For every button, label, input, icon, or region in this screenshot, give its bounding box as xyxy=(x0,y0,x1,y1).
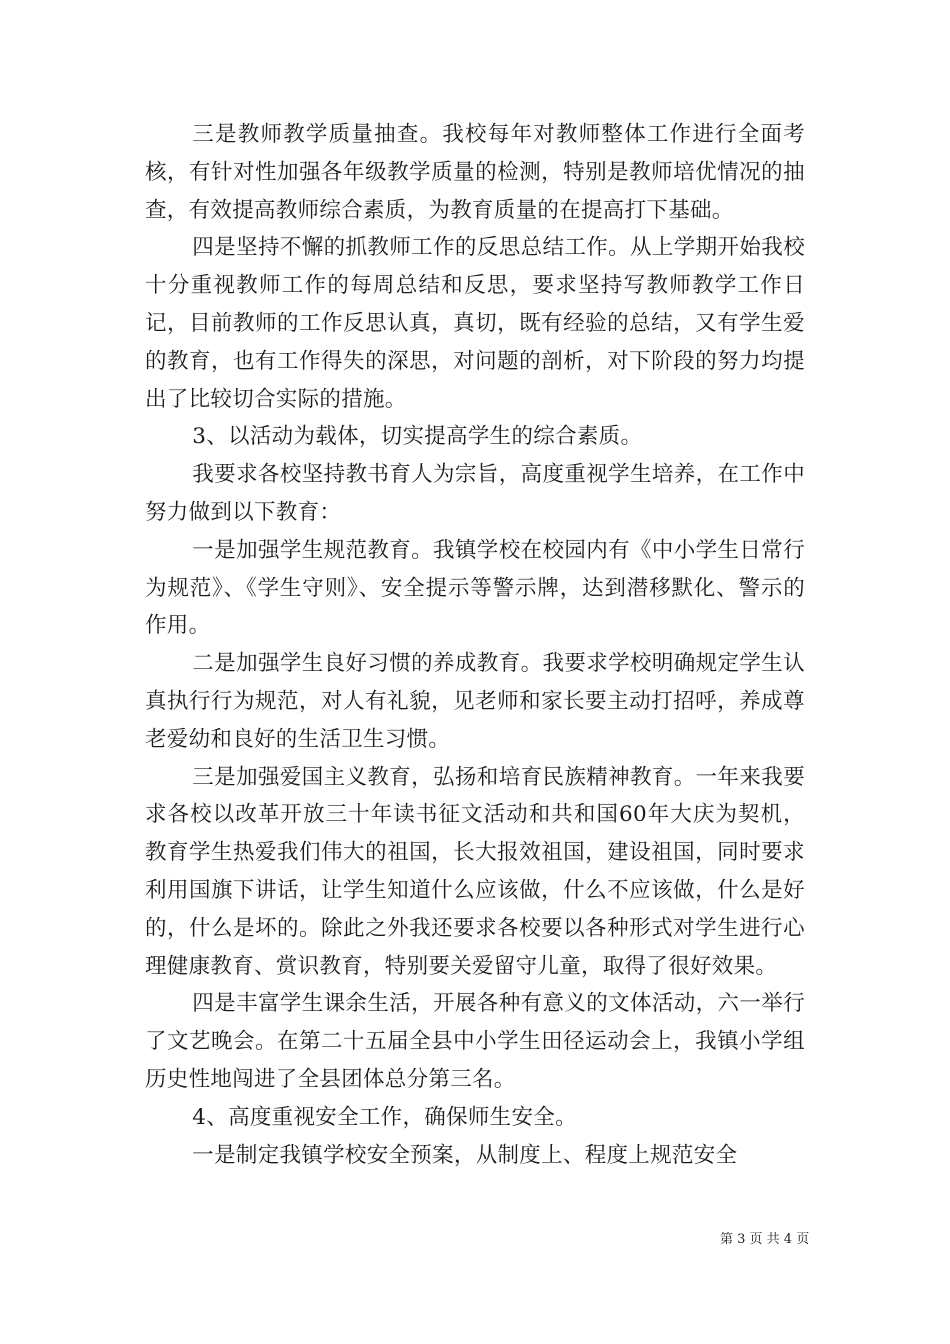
paragraph-teacher-reflection: 四是坚持不懈的抓教师工作的反思总结工作。从上学期开始我校十分重视教师工作的每周总结和反思，要求坚持写教师教学工作日记，目前教师的工作反思认真，真切，既有经验的总结，又有学生爱的教育，也有工作得失的深思，对问题的剖析，对下阶段的努力均提出了比较切合实际的措施。 xyxy=(145,235,805,412)
section-heading-safety: 4、高度重视安全工作，确保师生安全。 xyxy=(192,1104,577,1130)
paragraph-habits-education: 二是加强学生良好习惯的养成教育。我要求学校明确规定学生认真执行行为规范，对人有礼貌，见老师和家长要主动打招呼，养成尊老爱幼和良好的生活卫生习惯。 xyxy=(145,651,805,752)
paragraph-norms-education: 一是加强学生规范教育。我镇学校在校园内有《中小学生日常行为规范》、《学生守则》、安全提示等警示牌，达到潜移默化、警示的作用。 xyxy=(145,537,805,639)
document-body xyxy=(145,116,805,1174)
paragraph-patriotic-education: 三是加强爱国主义教育，弘扬和培育民族精神教育。一年来我要求各校以改革开放三十年读书征文活动和共和国60年大庆为契机，教育学生热爱我们伟大的祖国，长大报效祖国，建设祖国，同时要求利用国旗下讲话，让学生知道什么应该做，什么不应该做，什么是好的，什么是坏的。除此之外我还要求各校要以各种形式对学生进行心理健康教育、赏识教育，特别要关爱留守儿童，取得了很好效果。 xyxy=(145,764,805,979)
section-heading-activities: 3、以活动为载体，切实提高学生的综合素质。 xyxy=(192,424,643,450)
paragraph-teacher-quality-check: 三是教师教学质量抽查。我校每年对教师整体工作进行全面考核，有针对性加强各年级教学质量的检测，特别是教师培优情况的抽查，有效提高教师综合素质，为教育质量的在提高打下基础。 xyxy=(145,122,805,223)
paragraph-education-goals: 我要求各校坚持教书育人为宗旨，高度重视学生培养，在工作中努力做到以下教育： xyxy=(145,462,805,525)
page-number-footer: 第 3 页 共 4 页 xyxy=(720,1232,810,1247)
paragraph-extracurricular: 四是丰富学生课余生活，开展各种有意义的文体活动，六一举行了文艺晚会。在第二十五届全县中小学生田径运动会上，我镇小学组历史性地闯进了全县团体总分第三名。 xyxy=(145,991,805,1092)
paragraph-safety-plan: 一是制定我镇学校安全预案，从制度上、程度上规范安全 xyxy=(192,1142,738,1168)
